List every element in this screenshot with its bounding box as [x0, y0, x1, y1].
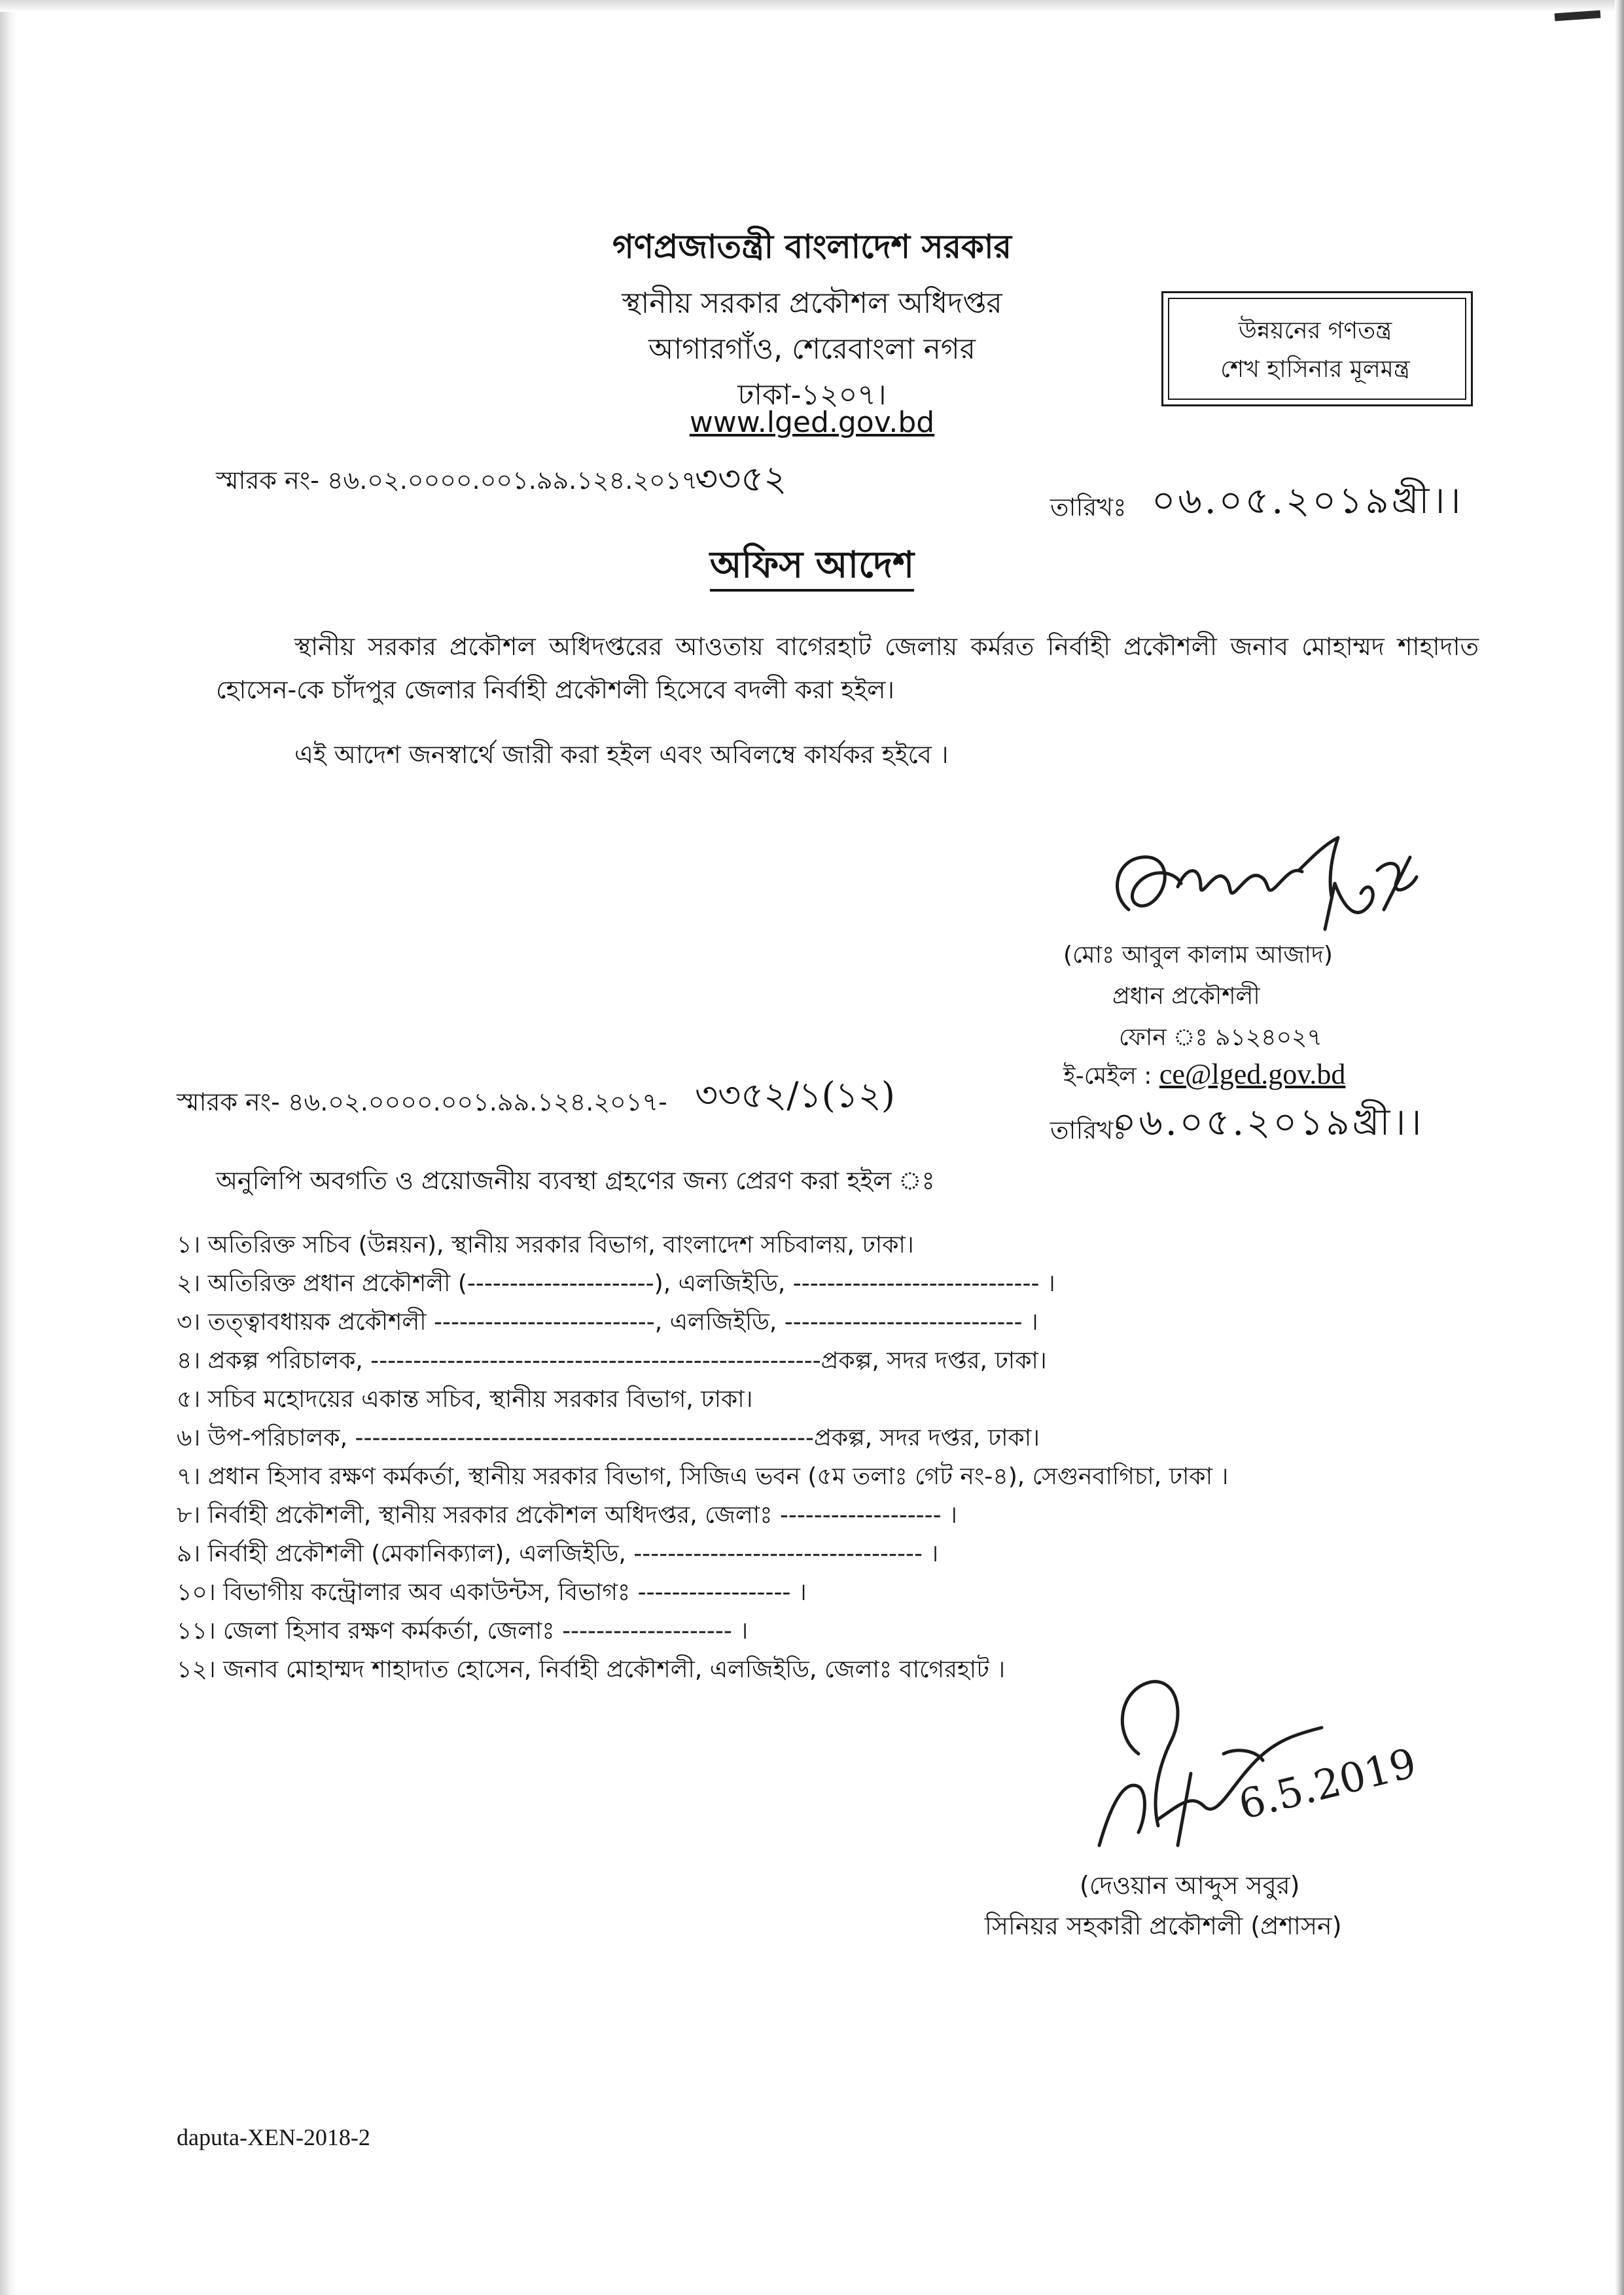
chief-engineer-signature — [1103, 831, 1443, 942]
chief-engineer-name: (মোঃ আবুল কালাম আজাদ) — [1063, 942, 1333, 969]
memo-reference-handwritten: ৩৩৫২ — [695, 458, 787, 499]
distribution-item: ৫। সচিব মহোদয়ের একান্ত সচিব, স্থানীয় সরকার বিভাগ, ঢাকা। — [177, 1386, 753, 1413]
chief-engineer-email — [1063, 1058, 1345, 1097]
senior-assistant-engineer-name: (দেওয়ান আব্দুস সবুর) — [1080, 1871, 1300, 1900]
copy-memo-reference-handwritten: ৩৩৫২/১(১২) — [695, 1075, 895, 1116]
distribution-item: ৭। প্রধান হিসাব রক্ষণ কর্মকর্তা, স্থানীয় সরকার বিভাগ, সিজিএ ভবন (৫ম তলাঃ গেট নং-৪), সেগুনবাগিচা, ঢাকা । — [177, 1463, 1229, 1490]
distribution-item: ৯। নির্বাহী প্রকৌশলী (মেকানিক্যাল), এলজিইডি, ---------------------------------- । — [177, 1540, 939, 1567]
slogan-line-2: শেখ হাসিনার মূলমন্ত্র — [1220, 356, 1410, 383]
email-label: ই-মেইল : — [1063, 1063, 1159, 1090]
scan-edge-top — [0, 0, 1624, 12]
department-address: আগারগাঁও, শেরেবাংলা নগর — [648, 332, 976, 366]
copy-memo-date-handwritten: ০৬.০৫.২০১৯খ্রী।। — [1112, 1101, 1424, 1144]
memo-reference-label: স্মারক নং- ৪৬.০২.০০০০.০০১.৯৯.১২৪.২০১৭- — [216, 466, 707, 495]
chief-engineer-title: প্রধান প্রকৌশলী — [1112, 983, 1260, 1010]
website-link[interactable]: www.lged.gov.bd — [689, 406, 935, 439]
memo-date-handwritten: ০৬.০৫.২০১৯খ্রী।। — [1152, 480, 1464, 522]
government-title: গণপ্রজাতন্ত্রী বাংলাদেশ সরকার — [612, 228, 1012, 266]
order-paragraph-transfer: স্থানীয় সরকার প্রকৌশল অধিদপ্তরের আওতায় বাগেরহাট জেলায় কর্মরত নির্বাহী প্রকৌশলী জনাব মোহাম্মদ শাহাদাত হোসেন-কে চাঁদপুর জেলার নির্বাহী প্রকৌশলী হিসেবে বদলী করা হইল। — [216, 632, 1479, 704]
distribution-item: ১২। জনাব মোহাম্মদ শাহাদাত হোসেন, নির্বাহী প্রকৌশলী, এলজিইডি, জেলাঃ বাগেরহাট । — [177, 1656, 1006, 1683]
distribution-item: ১। অতিরিক্ত সচিব (উন্নয়ন), স্থানীয় সরকার বিভাগ, বাংলাদেশ সচিবালয়, ঢাকা। — [177, 1232, 914, 1258]
memo-date-label: তারিখঃ — [1050, 493, 1127, 522]
distribution-item: ২। অতিরিক্ত প্রধান প্রকৌশলী (----------------------), এলজিইডি, ----------------------------- । — [177, 1270, 1055, 1297]
distribution-item: ৩। তত্ত্বাবধায়ক প্রকৌশলী --------------------------, এলজিইডি, ---------------------------- । — [177, 1309, 1038, 1336]
signature-date-handwritten: 6.5.2019 — [1233, 1738, 1421, 1829]
distribution-item: ৮। নির্বাহী প্রকৌশলী, স্থানীয় সরকার প্রকৌশল অধিদপ্তর, জেলাঃ ------------------- । — [177, 1502, 957, 1529]
document-file-code: daputa-XEN-2018-2 — [177, 2124, 370, 2150]
department-name: স্থানীয় সরকার প্রকৌশল অধিদপ্তর — [622, 287, 1002, 320]
office-order-title — [0, 537, 1624, 598]
senior-assistant-engineer-signature — [1060, 1656, 1466, 1859]
distribution-item: ১০। বিভাগীয় কন্ট্রোলার অব একাউন্টস, বিভাগঃ ------------------ । — [177, 1579, 807, 1606]
chief-engineer-phone: ফোন ঃ ৯১২৪০২৭ — [1119, 1024, 1322, 1051]
scan-corner-mark — [1555, 10, 1601, 22]
email-address-link[interactable]: ce@lged.gov.bd — [1159, 1058, 1346, 1090]
distribution-item: ৪। প্রকল্প পরিচালক, -----------------------------------------------------প্রকল্প, সদর দপ্তর, ঢাকা। — [177, 1347, 1047, 1374]
copy-memo-reference-label: স্মারক নং- ৪৬.০২.০০০০.০০১.৯৯.১২৪.২০১৭- — [177, 1088, 667, 1116]
slogan-line-1: উন্নয়নের গণতন্ত্র — [1238, 317, 1392, 344]
order-paragraph-effect: এই আদেশ জনস্বার্থে জারী করা হইল এবং অবিলম্বে কার্যকর হইবে । — [294, 740, 949, 769]
distribution-list — [177, 1227, 1228, 1690]
copy-distribution-intro: অনুলিপি অবগতি ও প্রয়োজনীয় ব্যবস্থা গ্রহণের জন্য প্রেরণ করা হইল ঃ — [216, 1166, 935, 1195]
distribution-item: ১১। জেলা হিসাব রক্ষণ কর্মকর্তা, জেলাঃ -------------------- । — [177, 1618, 749, 1645]
department-city: ঢাকা-১২০৭। — [737, 378, 887, 412]
office-order-title-text: অফিস আদেশ — [710, 544, 914, 592]
distribution-item: ৬। উপ-পরিচালক, ------------------------------------------------------প্রকল্প, সদর দপ্তর, ঢাকা। — [177, 1425, 1040, 1451]
copy-memo-date-label: তারিখঃ — [1050, 1116, 1127, 1145]
senior-assistant-engineer-title: সিনিয়র সহকারী প্রকৌশলী (প্রশাসন) — [985, 1912, 1342, 1940]
